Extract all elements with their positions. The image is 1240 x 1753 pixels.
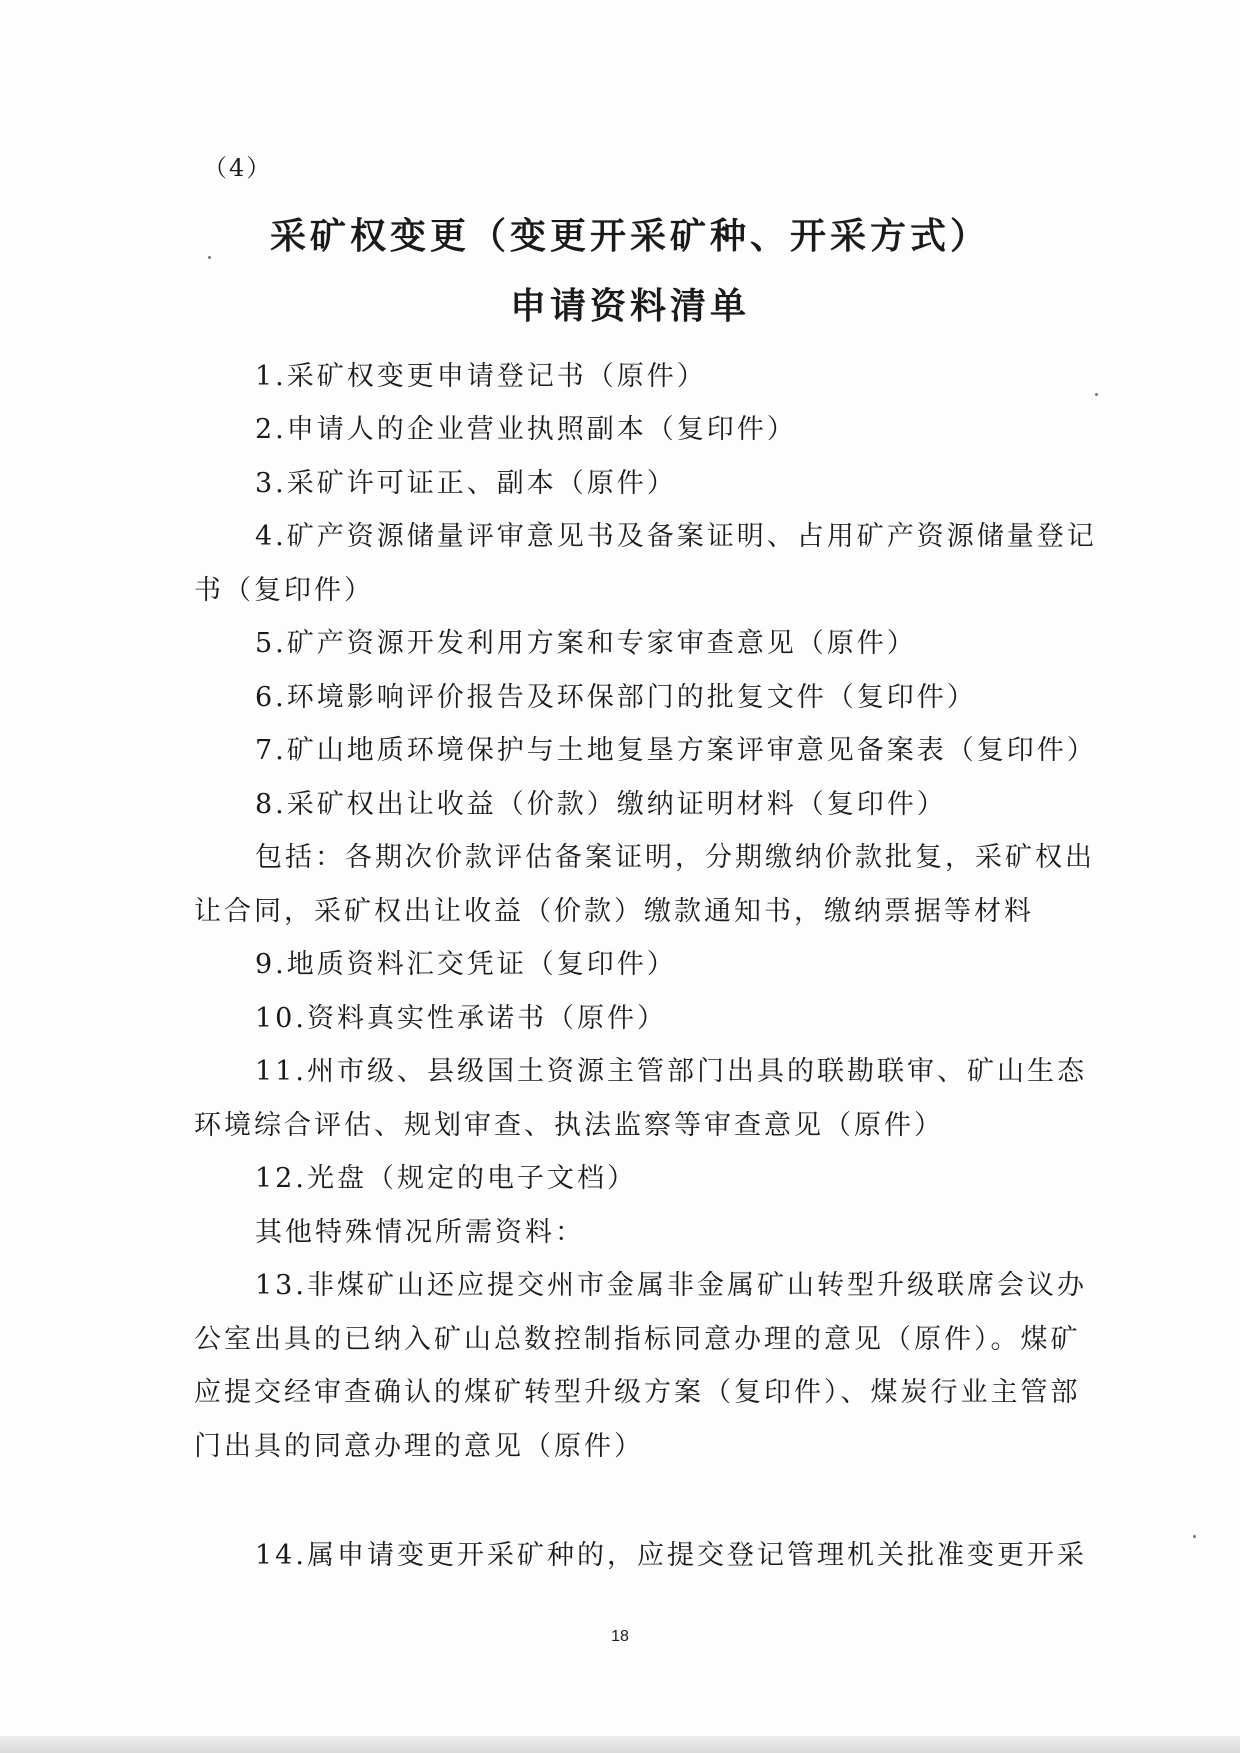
list-item-13-cont-1: 公室出具的已纳入矿山总数控制指标同意办理的意见（原件）。煤矿: [194, 1324, 1081, 1355]
scan-edge: [0, 1736, 1240, 1753]
list-item-13: 13.非煤矿山还应提交州市金属非金属矿山转型升级联席会议办: [255, 1270, 1087, 1301]
list-item-10: 10.资料真实性承诺书（原件）: [255, 1003, 667, 1034]
list-item-13-cont-3: 门出具的同意办理的意见（原件）: [194, 1431, 644, 1462]
list-item-5: 5.矿产资源开发利用方案和专家审查意见（原件）: [255, 628, 917, 659]
scan-speck: [208, 256, 211, 259]
list-item-9: 9.地质资料汇交凭证（复印件）: [255, 949, 677, 980]
list-item-12: 12.光盘（规定的电子文档）: [255, 1163, 637, 1194]
list-item-8: 8.采矿权出让收益（价款）缴纳证明材料（复印件）: [255, 789, 947, 820]
list-item-8-note: 包括：各期次价款评估备案证明，分期缴纳价款批复，采矿权出: [255, 842, 1095, 873]
list-item-4: 4.矿产资源储量评审意见书及备案证明、占用矿产资源储量登记: [255, 521, 1097, 552]
list-item-1: 1.采矿权变更申请登记书（原件）: [255, 361, 707, 392]
document-subtitle: 申请资料清单: [509, 285, 750, 327]
scan-speck: [1095, 393, 1098, 396]
list-item-13-cont-2: 应提交经审查确认的煤矿转型升级方案（复印件）、煤炭行业主管部: [194, 1377, 1081, 1408]
list-item-14: 14.属申请变更开采矿种的，应提交登记管理机关批准变更开采: [255, 1540, 1087, 1571]
list-item-8-note-cont: 让合同，采矿权出让收益（价款）缴款通知书，缴纳票据等材料: [194, 896, 1034, 927]
document-title: 采矿权变更（变更开采矿种、开采方式）: [269, 215, 990, 257]
page-number: 18: [611, 1628, 629, 1645]
special-cases-heading: 其他特殊情况所需资料：: [255, 1217, 585, 1248]
section-marker: （4）: [203, 154, 273, 182]
list-item-7: 7.矿山地质环境保护与土地复垦方案评审意见备案表（复印件）: [255, 735, 1097, 766]
list-item-11-cont: 环境综合评估、规划审查、执法监察等审查意见（原件）: [194, 1110, 944, 1141]
list-item-2: 2.申请人的企业营业执照副本（复印件）: [255, 414, 797, 445]
list-item-6: 6.环境影响评价报告及环保部门的批复文件（复印件）: [255, 682, 977, 713]
list-item-11: 11.州市级、县级国土资源主管部门出具的联勘联审、矿山生态: [255, 1056, 1087, 1087]
scan-speck: [1193, 1535, 1196, 1538]
list-item-3: 3.采矿许可证正、副本（原件）: [255, 468, 677, 499]
list-item-4-cont: 书（复印件）: [194, 575, 374, 606]
